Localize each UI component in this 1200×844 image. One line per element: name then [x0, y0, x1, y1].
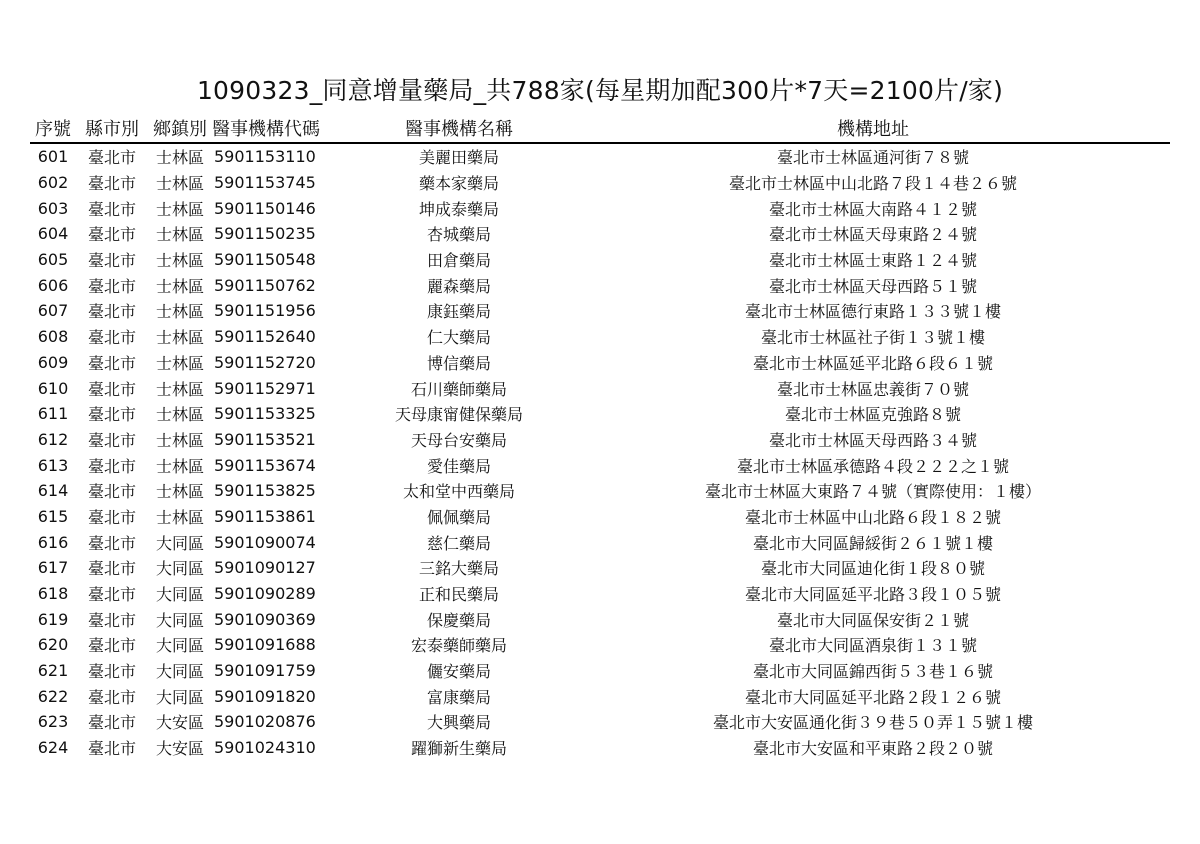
row-address: 臺北市大安區和平東路２段２０號: [752, 739, 993, 759]
row-town: 士林區: [155, 507, 204, 527]
row-code: 5901090289: [214, 584, 316, 604]
row-county: 臺北市: [87, 174, 136, 194]
row-name: 博信藥局: [426, 353, 491, 373]
row-name: 太和堂中西藥局: [402, 482, 515, 502]
table-row: [30, 427, 1170, 453]
row-town: 大安區: [155, 739, 204, 759]
row-town: 大同區: [155, 662, 204, 682]
row-address: 臺北市大同區延平北路３段１０５號: [744, 585, 1001, 605]
row-seq: 610: [37, 378, 69, 398]
row-seq: 605: [37, 250, 69, 270]
row-seq: 624: [37, 738, 69, 758]
table-row: [30, 195, 1170, 221]
row-county: 臺北市: [87, 739, 136, 759]
row-name: 杏城藥局: [426, 225, 491, 245]
row-seq: 606: [37, 275, 69, 295]
table-row: [30, 683, 1170, 709]
row-name: 美麗田藥局: [418, 148, 499, 168]
table-row: [30, 632, 1170, 658]
row-seq: 617: [37, 558, 69, 578]
row-code: 5901150548: [214, 250, 316, 270]
row-county: 臺北市: [87, 482, 136, 502]
row-seq: 613: [37, 455, 69, 475]
row-code: 5901153110: [214, 147, 316, 167]
row-address: 臺北市大同區錦西街５３巷１６號: [752, 662, 993, 682]
column-header-town: 鄉鎮別: [148, 113, 212, 143]
row-town: 士林區: [155, 251, 204, 271]
row-address: 臺北市士林區士東路１２４號: [768, 251, 977, 271]
row-address: 臺北市士林區大東路７４號（實際使用：１樓）: [704, 482, 1041, 502]
row-address: 臺北市士林區忠義街７０號: [776, 379, 969, 399]
row-name: 田倉藥局: [426, 251, 491, 271]
row-seq: 612: [37, 429, 69, 449]
table-row: [30, 143, 1170, 170]
row-address: 臺北市士林區克強路８號: [784, 405, 961, 425]
row-county: 臺北市: [87, 687, 136, 707]
row-county: 臺北市: [87, 225, 136, 245]
row-seq: 615: [37, 506, 69, 526]
row-name: 佩佩藥局: [426, 507, 491, 527]
row-code: 5901153861: [214, 506, 316, 526]
row-name: 天母康甯健保藥局: [394, 405, 523, 425]
row-name: 藥本家藥局: [418, 174, 499, 194]
column-header-name: 醫事機構名稱: [342, 113, 576, 143]
row-town: 士林區: [155, 430, 204, 450]
table-row: [30, 735, 1170, 761]
row-code: 5901153745: [214, 173, 316, 193]
row-code: 5901020876: [214, 712, 316, 732]
row-town: 士林區: [155, 225, 204, 245]
row-county: 臺北市: [87, 148, 136, 168]
table-row: [30, 247, 1170, 273]
row-seq: 616: [37, 532, 69, 552]
row-address: 臺北市士林區德行東路１３３號１樓: [744, 302, 1001, 322]
row-code: 5901151956: [214, 301, 316, 321]
row-seq: 601: [37, 147, 69, 167]
row-town: 大安區: [155, 713, 204, 733]
row-county: 臺北市: [87, 430, 136, 450]
table-row: [30, 350, 1170, 376]
row-county: 臺北市: [87, 379, 136, 399]
row-county: 臺北市: [87, 507, 136, 527]
row-code: 5901152640: [214, 327, 316, 347]
row-seq: 609: [37, 352, 69, 372]
row-county: 臺北市: [87, 610, 136, 630]
row-address: 臺北市士林區中山北路６段１８２號: [744, 507, 1001, 527]
row-seq: 618: [37, 584, 69, 604]
row-address: 臺北市士林區天母西路３４號: [768, 430, 977, 450]
document-title: 1090323_同意增量藥局_共788家(每星期加配300片*7天=2100片/家): [196, 76, 1004, 105]
row-seq: 622: [37, 686, 69, 706]
table-row: [30, 221, 1170, 247]
table-row: [30, 709, 1170, 735]
row-county: 臺北市: [87, 533, 136, 553]
row-town: 士林區: [155, 482, 204, 502]
table-header-row: [30, 113, 1170, 143]
row-code: 5901152720: [214, 352, 316, 372]
row-address: 臺北市大同區酒泉街１３１號: [768, 636, 977, 656]
table-row: [30, 272, 1170, 298]
row-name: 躍獅新生藥局: [410, 739, 507, 759]
row-town: 大同區: [155, 585, 204, 605]
row-town: 大同區: [155, 636, 204, 656]
row-code: 5901153825: [214, 481, 316, 501]
row-name: 保慶藥局: [426, 610, 491, 630]
row-name: 大興藥局: [426, 713, 491, 733]
row-address: 臺北市士林區通河街７８號: [776, 148, 969, 168]
row-town: 士林區: [155, 379, 204, 399]
row-county: 臺北市: [87, 276, 136, 296]
row-town: 士林區: [155, 456, 204, 476]
row-town: 士林區: [155, 302, 204, 322]
row-county: 臺北市: [87, 199, 136, 219]
row-name: 三銘大藥局: [418, 559, 499, 579]
row-seq: 614: [37, 481, 69, 501]
row-name: 仁大藥局: [426, 328, 491, 348]
row-name: 富康藥局: [426, 687, 491, 707]
row-code: 5901091688: [214, 635, 316, 655]
row-name: 康鈺藥局: [426, 302, 491, 322]
row-address: 臺北市大同區歸綏街２６１號１樓: [752, 533, 993, 553]
table-row: [30, 452, 1170, 478]
column-header-seq: 序號: [30, 113, 76, 143]
table-body: [30, 143, 1170, 761]
row-town: 士林區: [155, 353, 204, 373]
row-seq: 619: [37, 609, 69, 629]
row-code: 5901150146: [214, 198, 316, 218]
row-address: 臺北市士林區天母東路２４號: [768, 225, 977, 245]
row-name: 正和民藥局: [418, 585, 499, 605]
row-name: 愛佳藥局: [426, 456, 491, 476]
row-address: 臺北市大同區延平北路２段１２６號: [744, 687, 1001, 707]
row-county: 臺北市: [87, 251, 136, 271]
table-row: [30, 324, 1170, 350]
row-address: 臺北市士林區延平北路６段６１號: [752, 353, 993, 373]
row-town: 士林區: [155, 276, 204, 296]
table-row: [30, 529, 1170, 555]
row-county: 臺北市: [87, 662, 136, 682]
row-address: 臺北市大同區迪化街１段８０號: [760, 559, 985, 579]
table-row: [30, 504, 1170, 530]
row-seq: 620: [37, 635, 69, 655]
row-town: 大同區: [155, 687, 204, 707]
table-row: [30, 478, 1170, 504]
row-code: 5901091820: [214, 686, 316, 706]
row-code: 5901024310: [214, 738, 316, 758]
row-name: 宏泰藥師藥局: [410, 636, 507, 656]
row-address: 臺北市大同區保安街２１號: [776, 610, 969, 630]
column-header-address: 機構地址: [576, 113, 1170, 143]
row-seq: 603: [37, 198, 69, 218]
row-code: 5901150762: [214, 275, 316, 295]
row-county: 臺北市: [87, 585, 136, 605]
row-address: 臺北市士林區大南路４１２號: [768, 199, 977, 219]
table-row: [30, 298, 1170, 324]
pharmacy-table: [30, 113, 1170, 761]
row-address: 臺北市士林區承德路４段２２２之１號: [736, 456, 1009, 476]
row-town: 士林區: [155, 174, 204, 194]
row-address: 臺北市大安區通化街３９巷５０弄１５號１樓: [712, 713, 1033, 733]
table-row: [30, 555, 1170, 581]
row-name: 麗森藥局: [426, 276, 491, 296]
row-county: 臺北市: [87, 713, 136, 733]
row-code: 5901150235: [214, 224, 316, 244]
row-code: 5901090369: [214, 609, 316, 629]
row-seq: 611: [37, 404, 69, 424]
row-name: 天母台安藥局: [410, 430, 507, 450]
row-code: 5901153521: [214, 429, 316, 449]
row-code: 5901153674: [214, 455, 316, 475]
row-county: 臺北市: [87, 559, 136, 579]
row-name: 儷安藥局: [426, 662, 491, 682]
table-row: [30, 658, 1170, 684]
row-address: 臺北市士林區中山北路７段１４巷２６號: [728, 174, 1017, 194]
row-town: 士林區: [155, 405, 204, 425]
row-name: 慈仁藥局: [426, 533, 491, 553]
row-name: 坤成泰藥局: [418, 199, 499, 219]
row-county: 臺北市: [87, 328, 136, 348]
table-row: [30, 170, 1170, 196]
row-county: 臺北市: [87, 405, 136, 425]
row-town: 大同區: [155, 559, 204, 579]
row-seq: 607: [37, 301, 69, 321]
row-code: 5901090074: [214, 532, 316, 552]
row-county: 臺北市: [87, 456, 136, 476]
row-name: 石川藥師藥局: [410, 379, 507, 399]
row-county: 臺北市: [87, 353, 136, 373]
row-town: 士林區: [155, 199, 204, 219]
row-address: 臺北市士林區天母西路５１號: [768, 276, 977, 296]
row-seq: 621: [37, 661, 69, 681]
table-row: [30, 581, 1170, 607]
row-code: 5901152971: [214, 378, 316, 398]
table-row: [30, 401, 1170, 427]
row-code: 5901090127: [214, 558, 316, 578]
row-seq: 623: [37, 712, 69, 732]
row-seq: 602: [37, 173, 69, 193]
row-seq: 604: [37, 224, 69, 244]
row-seq: 608: [37, 327, 69, 347]
column-header-county: 縣市別: [76, 113, 148, 143]
row-town: 士林區: [155, 148, 204, 168]
row-town: 大同區: [155, 610, 204, 630]
row-code: 5901153325: [214, 404, 316, 424]
table-row: [30, 606, 1170, 632]
row-address: 臺北市士林區社子街１３號１樓: [760, 328, 985, 348]
row-town: 大同區: [155, 533, 204, 553]
table-row: [30, 375, 1170, 401]
column-header-code: 醫事機構代碼: [212, 113, 342, 143]
row-code: 5901091759: [214, 661, 316, 681]
row-town: 士林區: [155, 328, 204, 348]
row-county: 臺北市: [87, 302, 136, 322]
row-county: 臺北市: [87, 636, 136, 656]
